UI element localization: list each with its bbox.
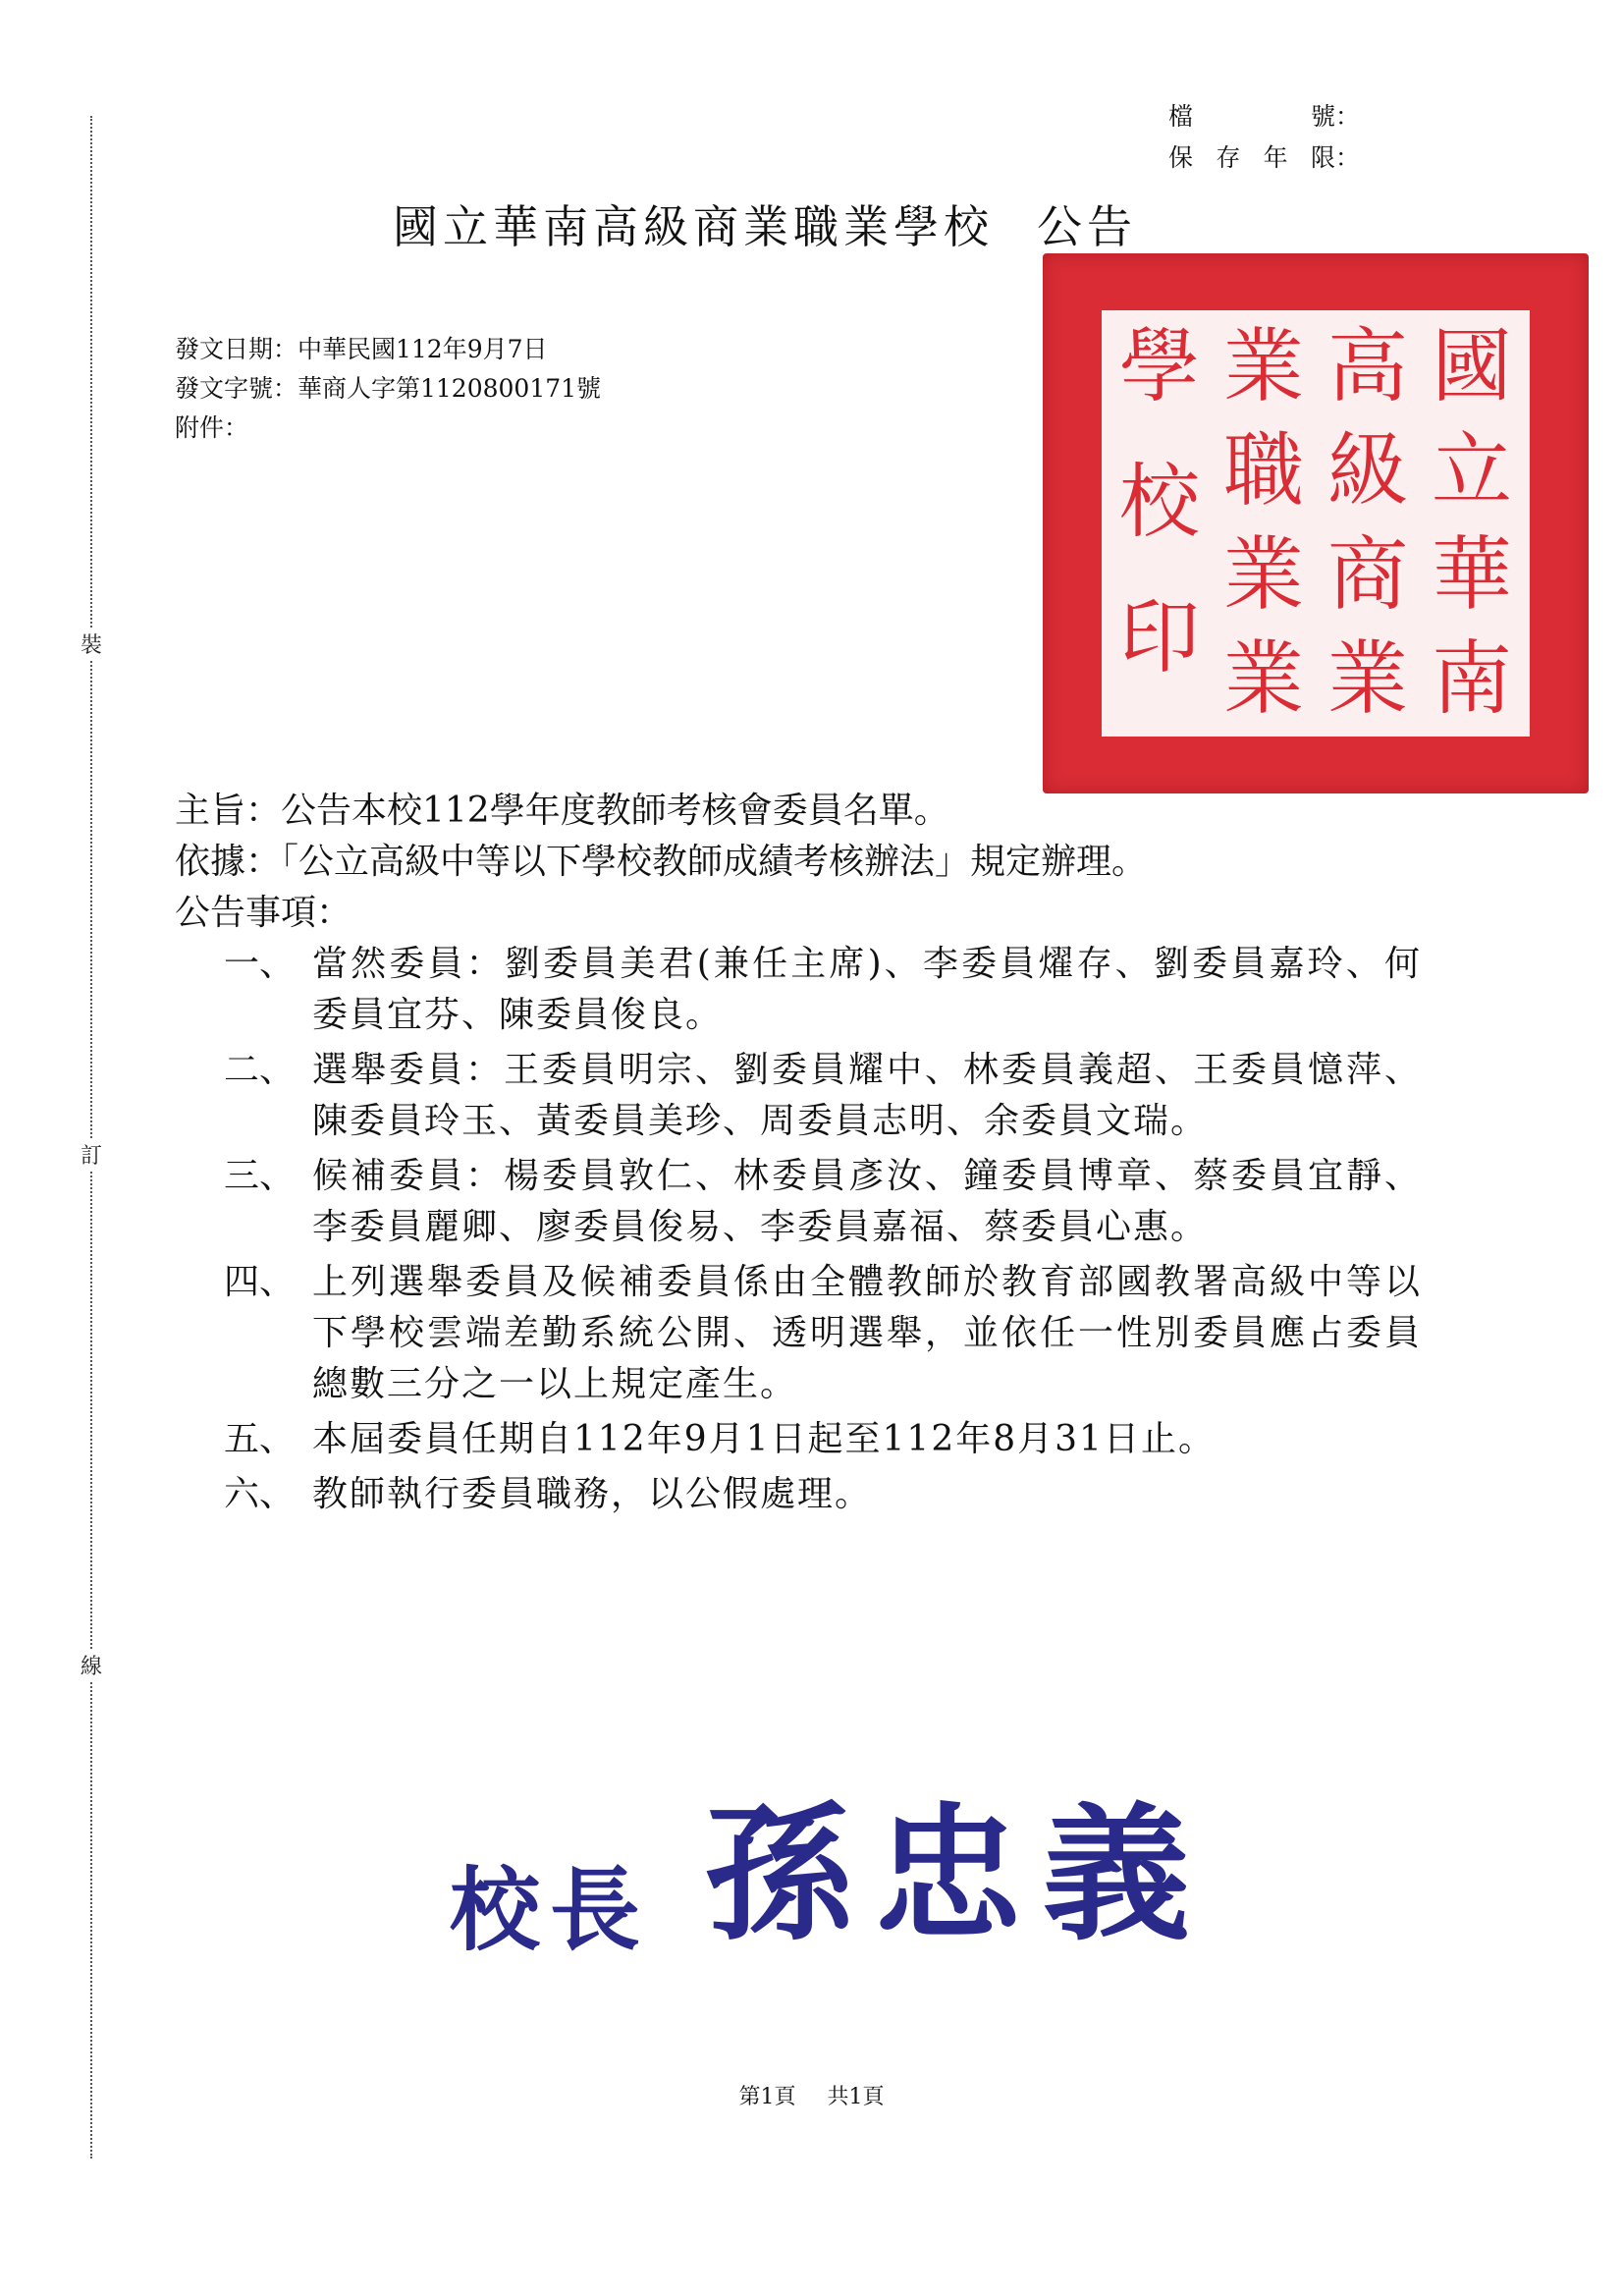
- document-meta: [175, 330, 601, 448]
- signature-title: 校長: [450, 1857, 651, 1963]
- seal-char: 業: [1222, 632, 1304, 726]
- seal-char: 立: [1431, 424, 1512, 518]
- archive-info: [1168, 96, 1361, 179]
- seal-char: 國: [1431, 320, 1512, 413]
- seal-char: 商: [1326, 528, 1408, 622]
- seal-column: [1424, 320, 1520, 727]
- seal-column: [1111, 320, 1208, 727]
- seal-inner: [1102, 310, 1530, 737]
- page-total: 共1頁: [827, 2085, 885, 2109]
- page-number: 第1頁: [738, 2085, 796, 2109]
- document-number: 發文字號：華商人字第1120800171號: [175, 374, 602, 403]
- principal-signature: [450, 1756, 1212, 1968]
- announcement-item: [224, 1151, 1422, 1253]
- seal-char: 業: [1222, 320, 1304, 413]
- seal-char: 級: [1326, 424, 1408, 518]
- seal-characters: [1111, 320, 1520, 727]
- signature-name: 孫忠義: [705, 1788, 1213, 1961]
- subject-line: 主旨：公告本校112學年度教師考核會委員名單。: [175, 791, 949, 831]
- binding-char-xian: 線: [79, 1650, 104, 1680]
- page-footer: [0, 2080, 1623, 2110]
- basis-line: 依據：「公立高級中等以下學校教師成績考核辦法」規定辦理。: [175, 842, 1148, 882]
- file-number-label: 檔 號: [1168, 102, 1335, 131]
- binding-char-ding: 訂: [79, 1139, 104, 1170]
- item-text: 候補委員：楊委員敦仁、林委員彥汝、鐘委員博章、蔡委員宜靜、李委員麗卿、廖委員俊易、李委員嘉福、蔡委員心惠。: [312, 1156, 1422, 1247]
- retention-row: [1168, 137, 1361, 179]
- item-number: 六、: [224, 1474, 296, 1514]
- seal-char: 華: [1431, 528, 1512, 622]
- item-number: 二、: [224, 1050, 296, 1090]
- seal-char: 高: [1326, 320, 1408, 413]
- document-body: [175, 786, 1147, 939]
- item-number: 三、: [224, 1156, 296, 1196]
- seal-char: 業: [1326, 632, 1408, 726]
- seal-char: 印: [1118, 591, 1200, 684]
- seal-column: [1320, 320, 1416, 727]
- items-heading: 公告事項：: [175, 893, 352, 933]
- announcement-items: [224, 939, 1422, 1524]
- seal-char: 業: [1222, 528, 1304, 622]
- official-seal: [1043, 253, 1589, 793]
- item-text: 教師執行委員職務，以公假處理。: [312, 1474, 873, 1514]
- attachment-label: 附件：: [175, 413, 249, 442]
- issue-date: 發文日期：中華民國112年9月7日: [175, 335, 548, 363]
- announcement-item: [224, 939, 1422, 1041]
- seal-char: 校: [1118, 456, 1200, 549]
- seal-char: 南: [1431, 632, 1512, 726]
- retention-label: 保存年限: [1168, 143, 1335, 172]
- item-number: 五、: [224, 1419, 296, 1459]
- title-org: 國立華南高級商業職業學校: [393, 200, 994, 253]
- item-text: 本屆委員任期自112年9月1日起至112年8月31日止。: [312, 1419, 1216, 1459]
- title-doc-type: 公告: [1037, 200, 1137, 253]
- binding-char-zhuang: 裝: [79, 629, 104, 659]
- item-number: 四、: [224, 1262, 296, 1302]
- item-text: 上列選舉委員及候補委員係由全體教師於教育部國教署高級中等以下學校雲端差勤系統公開、透明選舉，並依任一性別委員應占委員總數三分之一以上規定產生。: [312, 1262, 1422, 1404]
- file-number-colon: ：: [1335, 102, 1361, 131]
- announcement-item: [224, 1257, 1422, 1410]
- item-number: 一、: [224, 944, 296, 984]
- item-text: 選舉委員：王委員明宗、劉委員耀中、林委員義超、王委員憶萍、陳委員玲玉、黃委員美珍、周委員志明、余委員文瑞。: [312, 1050, 1422, 1141]
- seal-char: 職: [1222, 424, 1304, 518]
- binding-line: [90, 116, 92, 2159]
- seal-char: 學: [1118, 320, 1200, 413]
- announcement-item: [224, 1045, 1422, 1147]
- item-text: 當然委員：劉委員美君(兼任主席)、李委員燿存、劉委員嘉玲、何委員宜芬、陳委員俊良。: [312, 944, 1422, 1035]
- seal-column: [1216, 320, 1312, 727]
- announcement-item: [224, 1469, 1422, 1520]
- retention-colon: ：: [1335, 143, 1361, 172]
- announcement-item: [224, 1414, 1422, 1465]
- document-title: [393, 191, 1137, 256]
- file-number-row: [1168, 96, 1361, 137]
